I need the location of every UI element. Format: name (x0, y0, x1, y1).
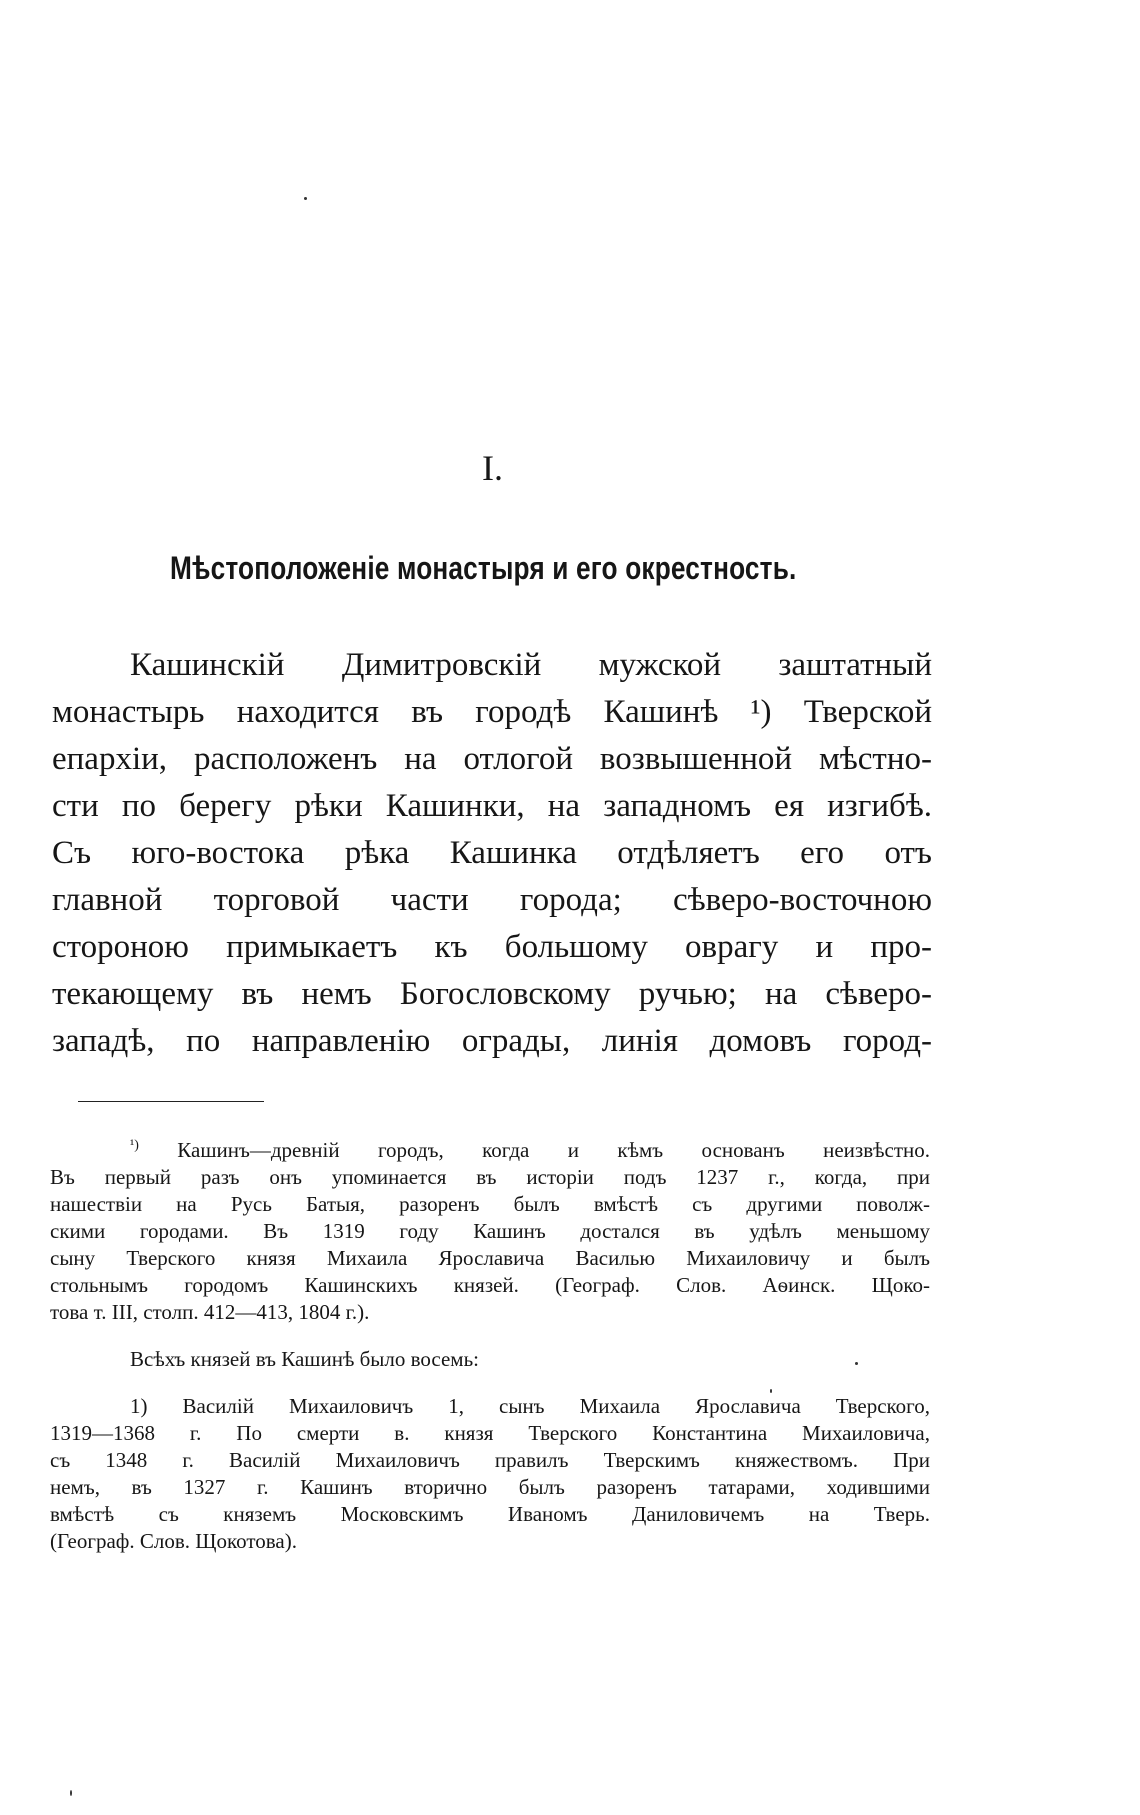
footnote-line: сыну Тверского князя Михаила Ярославича Василью Михаиловичу и былъ (50, 1246, 930, 1270)
body-line: епархіи, расположенъ на отлогой возвышенной мѣстно- (52, 741, 932, 777)
footnote-line: немъ, въ 1327 г. Кашинъ вторично былъ разоренъ татарами, ходившими (50, 1475, 930, 1499)
chapter-number: I. (482, 448, 503, 488)
scan-speck (70, 1790, 72, 1796)
body-line: главной торговой части города; сѣверо-восточною (52, 882, 932, 918)
footnote-line: съ 1348 г. Василій Михаиловичъ правилъ Тверскимъ княжествомъ. При (50, 1448, 930, 1472)
prince-entry-1 (50, 1393, 930, 1555)
body-line: текающему въ немъ Богословскому ручью; на сѣверо- (52, 976, 932, 1012)
body-line: сти по берегу рѣки Кашинки, на западномъ ея изгибѣ. (52, 788, 932, 824)
footnotes (50, 1137, 930, 1575)
footnote-1 (50, 1137, 930, 1326)
footnote-line (50, 1137, 930, 1164)
footnote-divider (78, 1101, 264, 1102)
body-paragraph (52, 642, 932, 1065)
footnote-marker: ¹) (130, 1138, 139, 1153)
footnote-line: скими городами. Въ 1319 году Кашинъ достался въ удѣлъ меньшому (50, 1219, 930, 1243)
footnote-line: (Географ. Слов. Щокотова). (50, 1529, 297, 1553)
footnote-line: това т. III, столп. 412—413, 1804 г.). (50, 1300, 370, 1324)
scan-speck (770, 1389, 772, 1393)
footnote-line: Въ первый разъ онъ упоминается въ исторіи подъ 1237 г., когда, при (50, 1165, 930, 1189)
footnote-line: вмѣстѣ съ княземъ Московскимъ Иваномъ Даниловичемъ на Тверь. (50, 1502, 930, 1526)
footnote-line: 1) Василій Михаиловичъ 1, сынъ Михаила Ярославича Тверского, (130, 1394, 930, 1418)
footnote-text: Кашинъ—древній городъ, когда и кѣмъ основанъ неизвѣстно. (177, 1138, 930, 1162)
footnote-line: стольнымъ городомъ Кашинскихъ князей. (Географ. Слов. Аѳинск. Щоко- (50, 1273, 930, 1297)
body-line: Съ юго-востока рѣка Кашинка отдѣляетъ его отъ (52, 835, 932, 871)
body-line: западѣ, по направленію ограды, линія домовъ город- (52, 1023, 932, 1059)
body-line: Кашинскій Димитровскій мужской заштатный (130, 647, 932, 683)
footnote-line: нашествіи на Русь Батыя, разоренъ былъ вмѣстѣ съ другими поволж- (50, 1192, 930, 1216)
body-line: монастырь находится въ городѣ Кашинѣ ¹) Тверской (52, 694, 932, 730)
footnote-line: Всѣхъ князей въ Кашинѣ было восемь: (130, 1347, 480, 1371)
chapter-title: Мѣстоположеніе монастыря и его окрестность. (170, 550, 797, 586)
scan-speck (855, 1362, 858, 1365)
footnote-line: 1319—1368 г. По смерти в. князя Тверского Константина Михаиловича, (50, 1421, 930, 1445)
body-line: стороною примыкаетъ къ большому оврагу и про- (52, 929, 932, 965)
princes-intro (50, 1346, 930, 1373)
scan-speck (304, 197, 307, 200)
